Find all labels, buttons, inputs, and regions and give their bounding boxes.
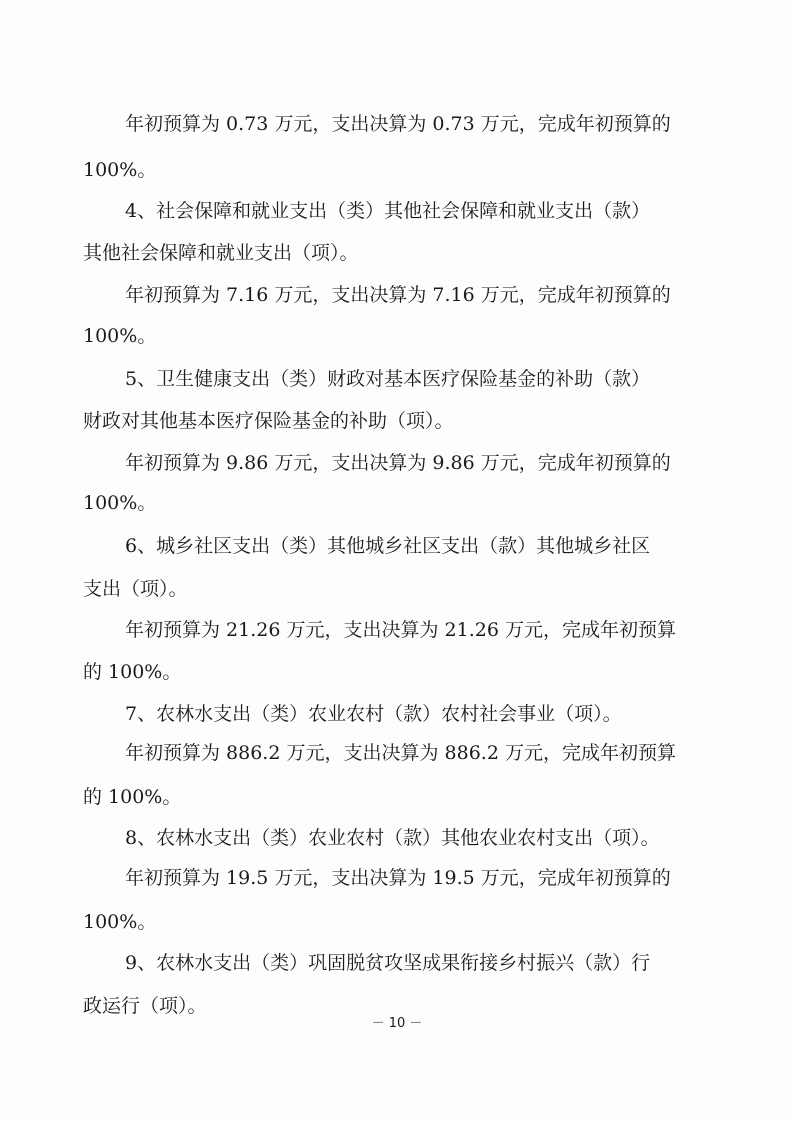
body-text-line: 的 100%。 xyxy=(83,661,182,683)
body-text-line: 年初预算为 7.16 万元，支出决算为 7.16 万元，完成年初预算的 xyxy=(125,284,671,306)
body-text-line: 100%。 xyxy=(83,911,157,933)
section-heading: 4、社会保障和就业支出（类）其他社会保障和就业支出（款） xyxy=(125,200,651,222)
body-text-line: 年初预算为 9.86 万元，支出决算为 9.86 万元，完成年初预算的 xyxy=(125,452,671,474)
section-heading-continuation: 政运行（项）。 xyxy=(83,995,207,1017)
body-text-line: 年初预算为 21.26 万元，支出决算为 21.26 万元，完成年初预算 xyxy=(125,619,676,641)
section-heading: 8、农林水支出（类）农业农村（款）其他农业农村支出（项）。 xyxy=(125,827,660,849)
section-heading-continuation: 其他社会保障和就业支出（项）。 xyxy=(83,242,359,264)
body-text-line: 100%。 xyxy=(83,325,157,347)
section-heading: 9、农林水支出（类）巩固脱贫攻坚成果衔接乡村振兴（款）行 xyxy=(125,952,651,974)
section-heading: 6、城乡社区支出（类）其他城乡社区支出（款）其他城乡社区 xyxy=(125,535,651,557)
section-heading: 5、卫生健康支出（类）财政对基本医疗保险基金的补助（款） xyxy=(125,368,651,390)
body-text-line: 年初预算为 19.5 万元，支出决算为 19.5 万元，完成年初预算的 xyxy=(125,867,671,889)
body-text-line: 年初预算为 886.2 万元，支出决算为 886.2 万元，完成年初预算 xyxy=(125,742,676,764)
body-text-line: 100%。 xyxy=(83,159,157,181)
section-heading-continuation: 财政对其他基本医疗保险基金的补助（项）。 xyxy=(83,410,454,432)
body-text-line: 年初预算为 0.73 万元，支出决算为 0.73 万元，完成年初预算的 xyxy=(125,113,671,135)
page-number: － 10 － xyxy=(371,1016,423,1031)
body-text-line: 100%。 xyxy=(83,492,157,514)
body-text-line: 的 100%。 xyxy=(83,786,182,808)
section-heading-continuation: 支出（项）。 xyxy=(83,578,188,600)
section-heading: 7、农林水支出（类）农业农村（款）农村社会事业（项）。 xyxy=(125,703,622,725)
